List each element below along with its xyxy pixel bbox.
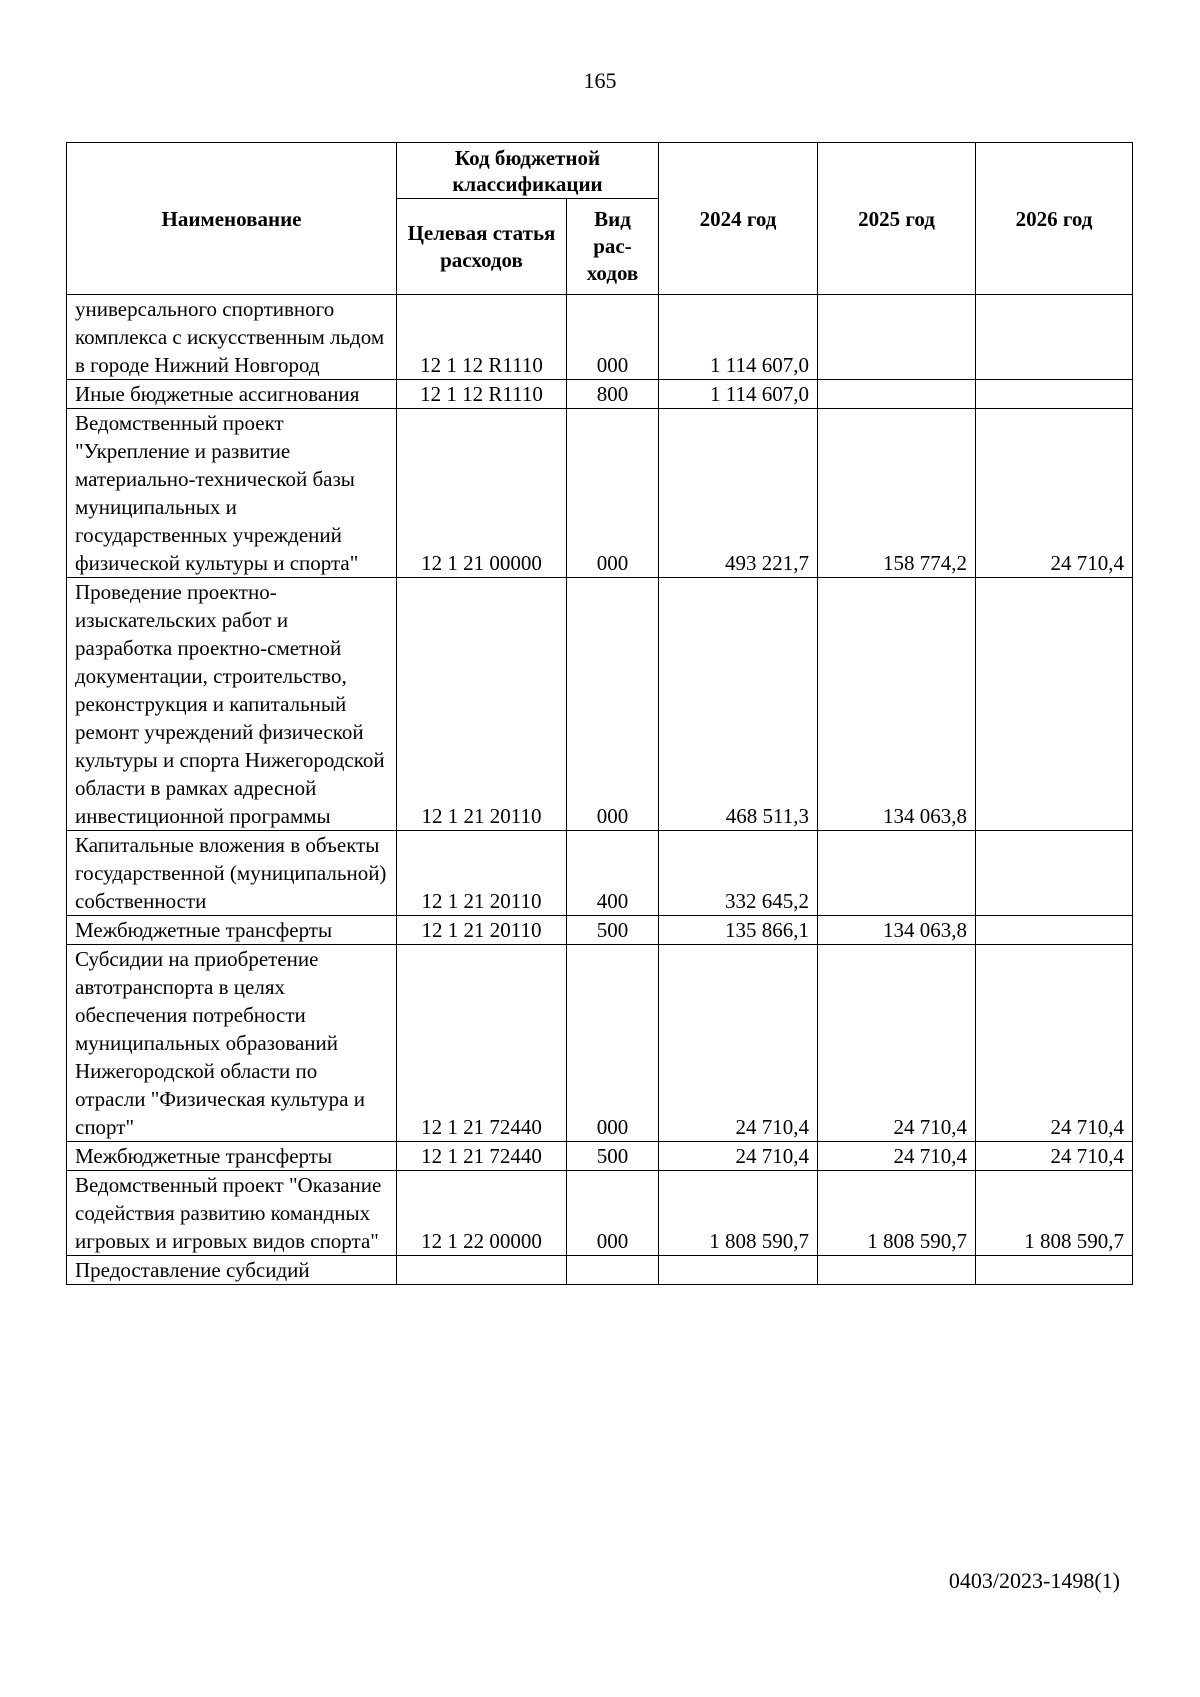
row-value-2024: 332 645,2 — [659, 831, 818, 916]
row-value-2025 — [818, 1256, 976, 1285]
table-body — [67, 295, 1133, 1285]
table-row — [67, 916, 1133, 945]
header-year-2025: 2025 год — [818, 143, 976, 295]
row-expense-kind: 800 — [567, 380, 659, 409]
row-target-item: 12 1 12 R1110 — [397, 295, 567, 380]
row-value-2024: 1 114 607,0 — [659, 295, 818, 380]
budget-table — [66, 142, 1133, 1285]
row-expense-kind: 400 — [567, 831, 659, 916]
row-expense-kind: 500 — [567, 916, 659, 945]
row-expense-kind: 000 — [567, 1171, 659, 1256]
row-value-2024: 1 114 607,0 — [659, 380, 818, 409]
header-year-2024: 2024 год — [659, 143, 818, 295]
row-name: Межбюджетные трансферты — [67, 916, 397, 945]
row-value-2026 — [976, 1256, 1133, 1285]
row-target-item: 12 1 12 R1110 — [397, 380, 567, 409]
table-header — [67, 143, 1133, 295]
header-target-item: Целевая статья расходов — [397, 199, 567, 295]
row-name: универсального спортивного комплекса с искусственным льдом в городе Нижний Новгород — [67, 295, 397, 380]
header-year-2026: 2026 год — [976, 143, 1133, 295]
row-value-2025: 24 710,4 — [818, 1142, 976, 1171]
row-target-item: 12 1 21 72440 — [397, 1142, 567, 1171]
table-row — [67, 1142, 1133, 1171]
row-value-2025: 24 710,4 — [818, 945, 976, 1142]
row-value-2026 — [976, 295, 1133, 380]
header-name: Наименование — [67, 143, 397, 295]
row-value-2026: 24 710,4 — [976, 945, 1133, 1142]
row-expense-kind: 000 — [567, 578, 659, 831]
row-value-2026 — [976, 380, 1133, 409]
row-value-2025 — [818, 295, 976, 380]
row-target-item: 12 1 21 20110 — [397, 831, 567, 916]
row-target-item — [397, 1256, 567, 1285]
row-expense-kind — [567, 1256, 659, 1285]
table-row — [67, 1171, 1133, 1256]
row-value-2025: 134 063,8 — [818, 916, 976, 945]
row-value-2025 — [818, 831, 976, 916]
row-value-2026: 24 710,4 — [976, 1142, 1133, 1171]
row-value-2024 — [659, 1256, 818, 1285]
row-value-2025 — [818, 380, 976, 409]
row-value-2024: 135 866,1 — [659, 916, 818, 945]
page-number: 165 — [583, 68, 617, 93]
table-row — [67, 409, 1133, 578]
table-row — [67, 295, 1133, 380]
row-value-2024: 24 710,4 — [659, 1142, 818, 1171]
row-value-2025: 134 063,8 — [818, 578, 976, 831]
row-name: Иные бюджетные ассигнования — [67, 380, 397, 409]
row-target-item: 12 1 21 00000 — [397, 409, 567, 578]
header-expense-kind: Вид рас-ходов — [567, 199, 659, 295]
table-row — [67, 945, 1133, 1142]
row-value-2025: 1 808 590,7 — [818, 1171, 976, 1256]
table-row — [67, 578, 1133, 831]
row-value-2026 — [976, 578, 1133, 831]
row-name: Предоставление субсидий — [67, 1256, 397, 1285]
row-target-item: 12 1 21 20110 — [397, 578, 567, 831]
row-name: Проведение проектно-изыскательских работ и разработка проектно-сметной документации, строительство, реконструкция и капитальный ремонт учреждений физической культуры и спорта Нижегородской области в рамках адресной инвестиционной программы — [67, 578, 397, 831]
header-code-group: Код бюджетной классификации — [397, 143, 659, 199]
table-row — [67, 831, 1133, 916]
row-value-2026 — [976, 916, 1133, 945]
row-target-item: 12 1 21 72440 — [397, 945, 567, 1142]
row-name: Межбюджетные трансферты — [67, 1142, 397, 1171]
row-expense-kind: 000 — [567, 409, 659, 578]
row-value-2026 — [976, 831, 1133, 916]
row-value-2024: 468 511,3 — [659, 578, 818, 831]
document-id: 0403/2023-1498(1) — [948, 1568, 1120, 1593]
row-expense-kind: 000 — [567, 945, 659, 1142]
row-name: Субсидии на приобретение автотранспорта в целях обеспечения потребности муниципальных образований Нижегородской области по отрасли "Физическая культура и спорт" — [67, 945, 397, 1142]
row-value-2024: 1 808 590,7 — [659, 1171, 818, 1256]
row-value-2025: 158 774,2 — [818, 409, 976, 578]
row-value-2026: 24 710,4 — [976, 409, 1133, 578]
row-value-2024: 24 710,4 — [659, 945, 818, 1142]
row-value-2024: 493 221,7 — [659, 409, 818, 578]
row-value-2026: 1 808 590,7 — [976, 1171, 1133, 1256]
table-row — [67, 380, 1133, 409]
row-name: Ведомственный проект "Укрепление и развитие материально-технической базы муниципальных и государственных учреждений физической культуры и спорта" — [67, 409, 397, 578]
row-target-item: 12 1 22 00000 — [397, 1171, 567, 1256]
row-name: Ведомственный проект "Оказание содействия развитию командных игровых и игровых видов спорта" — [67, 1171, 397, 1256]
row-target-item: 12 1 21 20110 — [397, 916, 567, 945]
row-expense-kind: 000 — [567, 295, 659, 380]
row-expense-kind: 500 — [567, 1142, 659, 1171]
row-name: Капитальные вложения в объекты государственной (муниципальной) собственности — [67, 831, 397, 916]
table-row — [67, 1256, 1133, 1285]
